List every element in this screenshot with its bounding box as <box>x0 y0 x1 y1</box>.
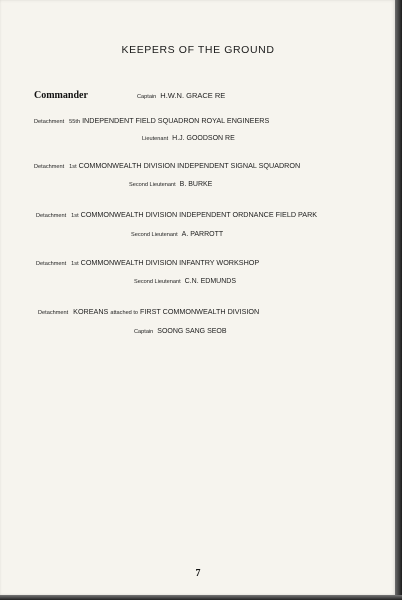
detachment-unit: 55th INDEPENDENT FIELD SQUADRON ROYAL ENGINEERS <box>69 116 270 125</box>
detachment-unit-line <box>36 210 317 219</box>
officer-rank: Captain <box>134 329 154 335</box>
page-bottom-shadow <box>0 595 402 600</box>
detachment-prefix: Detachment <box>36 261 67 267</box>
commander-row <box>34 90 374 104</box>
detachment-officer <box>142 135 235 142</box>
page-number: 7 <box>195 568 201 579</box>
detachment-unit-line <box>34 116 269 125</box>
commander-label: Commander <box>34 90 88 101</box>
commander-rank: Captain <box>137 94 157 100</box>
detachment-unit-line <box>38 307 259 316</box>
detachment-officer <box>134 278 236 285</box>
detachment-unit: 1st COMMONWEALTH DIVISION INFANTRY WORKSHOP <box>71 258 260 267</box>
detachment-unit: 1st COMMONWEALTH DIVISION INDEPENDENT ORDNANCE FIELD PARK <box>71 210 318 219</box>
officer-name: B. BURKE <box>179 181 213 188</box>
detachment-prefix: Detachment <box>34 164 65 170</box>
officer-name: A. PARROTT <box>181 231 224 238</box>
commander-name: H.W.N. GRACE RE <box>160 91 226 100</box>
officer-name: SOONG SANG SEOB <box>157 328 227 335</box>
commander-officer <box>137 91 225 100</box>
detachment-unit-line <box>34 161 300 170</box>
officer-rank: Second Lieutenant <box>131 232 178 238</box>
officer-rank: Second Lieutenant <box>134 279 181 285</box>
detachment-unit-line <box>36 258 259 267</box>
detachment-prefix: Detachment <box>38 310 69 316</box>
detachment-prefix: Detachment <box>34 119 65 125</box>
officer-rank: Second Lieutenant <box>129 182 176 188</box>
officer-rank: Lieutenant <box>142 136 169 142</box>
page-title: KEEPERS OF THE GROUND <box>121 44 275 56</box>
officer-name: C.N. EDMUNDS <box>184 278 236 285</box>
detachment-unit: KOREANS attached to FIRST COMMONWEALTH DIVISION <box>73 307 260 316</box>
detachment-prefix: Detachment <box>36 213 67 219</box>
detachment-officer <box>129 181 212 188</box>
page-edge-shadow <box>395 0 402 600</box>
detachment-officer <box>134 328 227 335</box>
officer-name: H.J. GOODSON RE <box>172 135 235 142</box>
detachment-unit: 1st COMMONWEALTH DIVISION INDEPENDENT SIGNAL SQUADRON <box>69 161 301 170</box>
detachment-officer <box>131 231 223 238</box>
